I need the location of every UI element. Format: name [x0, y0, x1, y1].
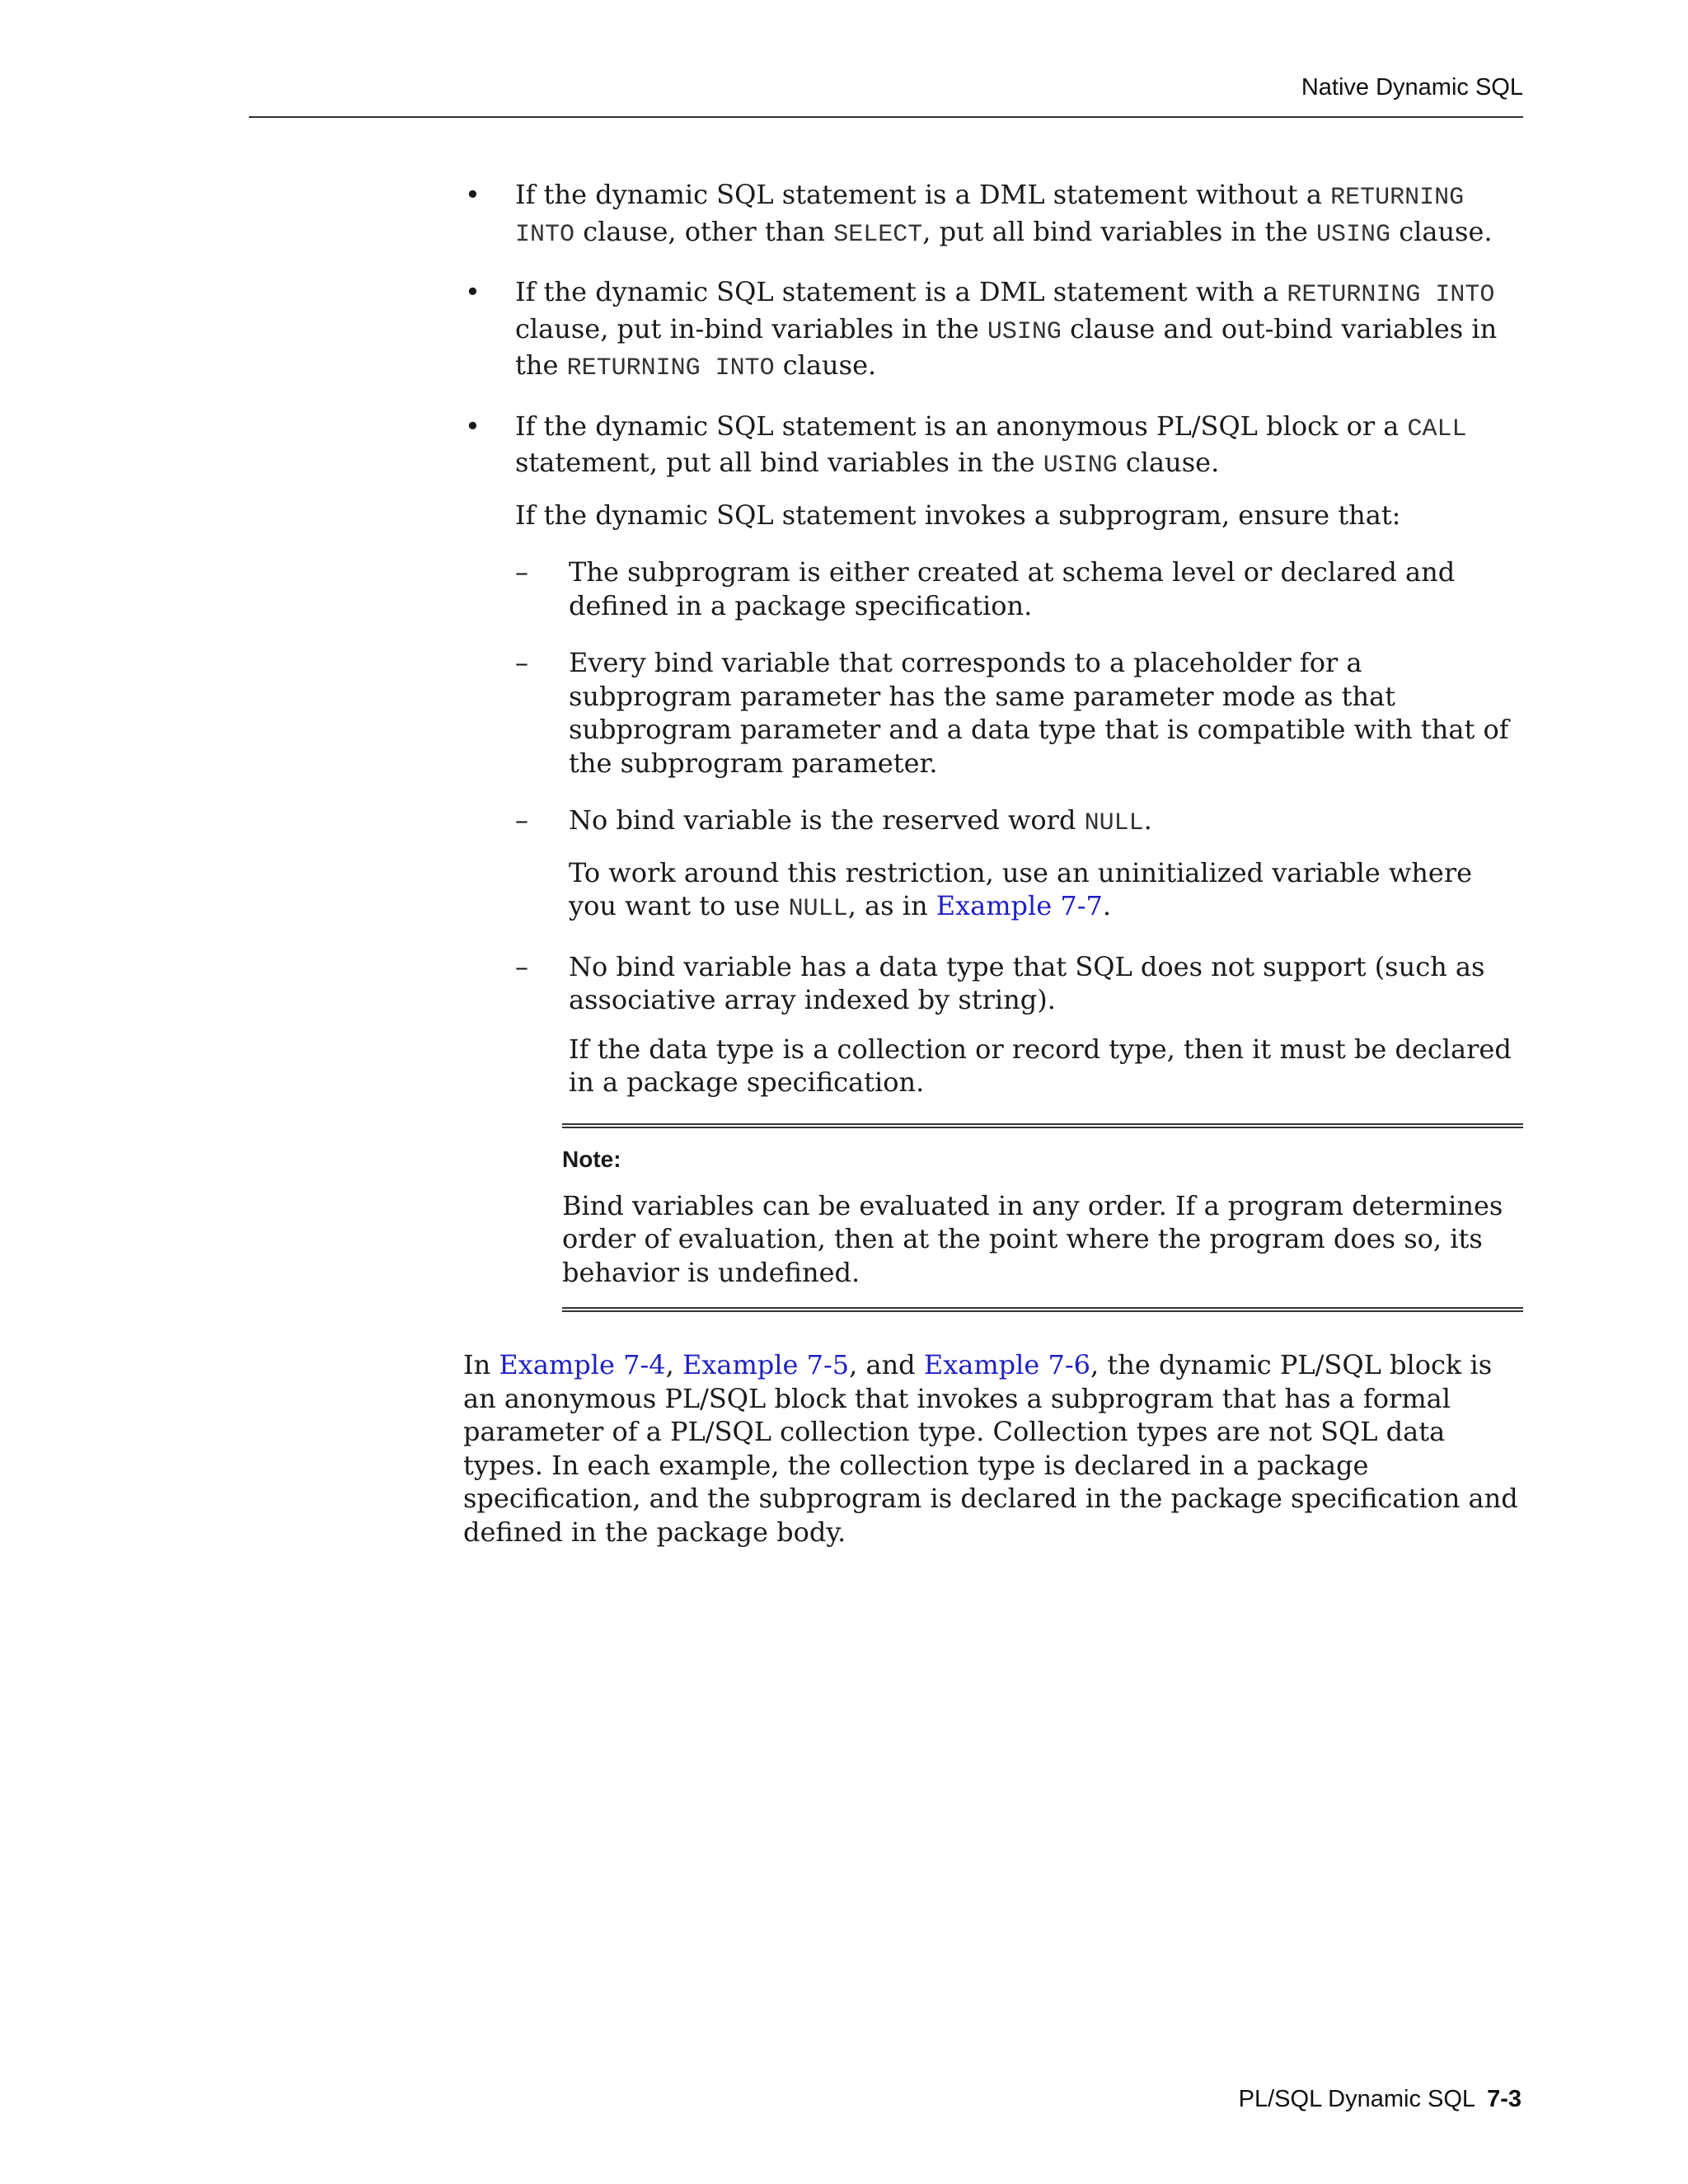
text-run: No bind variable is the reserved word	[569, 804, 1085, 836]
running-header: Native Dynamic SQL	[1301, 74, 1523, 101]
subprogram-intro: If the dynamic SQL statement invokes a subprogram, ensure that:	[515, 499, 1401, 531]
page-number: 7-3	[1487, 2086, 1522, 2112]
text-run: , the dynamic PL/SQL block is an anonymous PL/SQL block that invokes a subprogram that has a formal parameter of a PL/SQL collection type. Collection types are not SQL data types. In each example, the collection type is declared in a package specification, and the subprogram is declared in the package specification and defined in the package body.	[463, 1349, 1518, 1548]
list-item	[515, 950, 1523, 1099]
list-item	[463, 275, 1523, 386]
text-run: .	[1102, 890, 1112, 921]
page-footer	[1239, 2086, 1522, 2113]
dash-marker: –	[515, 647, 528, 678]
dash-marker: –	[515, 950, 528, 982]
text-run: To work around this restriction, use an uninitialized variable where you want to use	[569, 856, 1473, 921]
list-item	[463, 178, 1523, 251]
code-using: USING	[1043, 452, 1118, 480]
footer-section-title: PL/SQL Dynamic SQL	[1238, 2086, 1476, 2112]
text-run: , and	[849, 1349, 924, 1380]
bullet-text	[515, 275, 1523, 386]
dash-text: Every bind variable that corresponds to a placeholder for a subprogram parameter has the same parameter mode as that subprogram parameter and a data type that is compatible with that of the subprogram parameter.	[569, 647, 1509, 779]
bullet-text	[515, 178, 1523, 251]
text-run: clause.	[1390, 215, 1493, 247]
code-null: NULL	[788, 895, 848, 923]
code-returning-into: RETURNING INTO	[566, 354, 775, 382]
list-item	[463, 410, 1523, 1099]
code-returning-into: RETURNING INTO	[1287, 281, 1495, 309]
bullet-marker: •	[465, 276, 481, 307]
text-run: In	[463, 1349, 499, 1380]
code-call: CALL	[1407, 415, 1467, 443]
list-item	[515, 555, 1523, 622]
bullet-marker: •	[465, 179, 481, 210]
text-run: clause.	[774, 349, 877, 381]
text-run: statement, put all bind variables in the	[515, 447, 1043, 478]
text-run: If the dynamic SQL statement is an anonymous PL/SQL block or a	[515, 410, 1408, 442]
code-select: SELECT	[833, 220, 923, 249]
bullet-text	[515, 410, 1523, 483]
bullet-marker: •	[465, 410, 481, 442]
dash-subtext	[569, 856, 1523, 926]
header-rule	[249, 116, 1523, 118]
text-run: If the dynamic SQL statement is a DML statement with a	[515, 276, 1287, 307]
example-7-5-link[interactable]: Example 7-5	[682, 1349, 850, 1380]
text-run: .	[1143, 804, 1152, 836]
dash-subtext: If the data type is a collection or record type, then it must be declared in a package specification.	[569, 1033, 1512, 1098]
main-content	[463, 178, 1523, 1549]
bullet-list	[463, 178, 1523, 1099]
text-run: , put all bind variables in the	[922, 215, 1317, 247]
text-run: clause.	[1117, 447, 1220, 478]
example-7-4-link[interactable]: Example 7-4	[499, 1349, 666, 1380]
code-using: USING	[987, 317, 1062, 346]
dash-marker: –	[515, 556, 528, 588]
example-7-6-link[interactable]: Example 7-6	[923, 1349, 1091, 1380]
text-run: If the dynamic SQL statement is a DML statement without a	[515, 179, 1331, 210]
text-run: clause, other than	[574, 215, 834, 247]
text-run: clause and out-bind variables in the	[515, 312, 1498, 381]
closing-paragraph	[463, 1348, 1523, 1549]
example-7-7-link[interactable]: Example 7-7	[935, 890, 1103, 921]
note-text: Bind variables can be evaluated in any order. If a program determines order of evaluation, then at the point where the program does so, its behavior is undefined.	[562, 1189, 1503, 1288]
dash-text: The subprogram is either created at schema level or declared and defined in a package specification.	[569, 556, 1456, 621]
list-item	[515, 804, 1523, 926]
note-label: Note:	[562, 1146, 621, 1172]
dash-text: No bind variable has a data type that SQL does not support (such as associative array indexed by string).	[569, 950, 1485, 1015]
dash-list	[515, 555, 1523, 1099]
dash-text	[569, 804, 1523, 841]
list-item	[515, 646, 1523, 780]
note-box	[562, 1123, 1523, 1313]
dash-marker: –	[515, 804, 528, 836]
code-null: NULL	[1084, 809, 1144, 837]
text-run: clause, put in-bind variables in the	[515, 312, 987, 344]
code-returning-into: RETURNING INTO	[515, 184, 1465, 249]
code-using: USING	[1316, 220, 1391, 249]
text-run: ,	[665, 1349, 682, 1380]
text-run: , as in	[847, 890, 936, 921]
